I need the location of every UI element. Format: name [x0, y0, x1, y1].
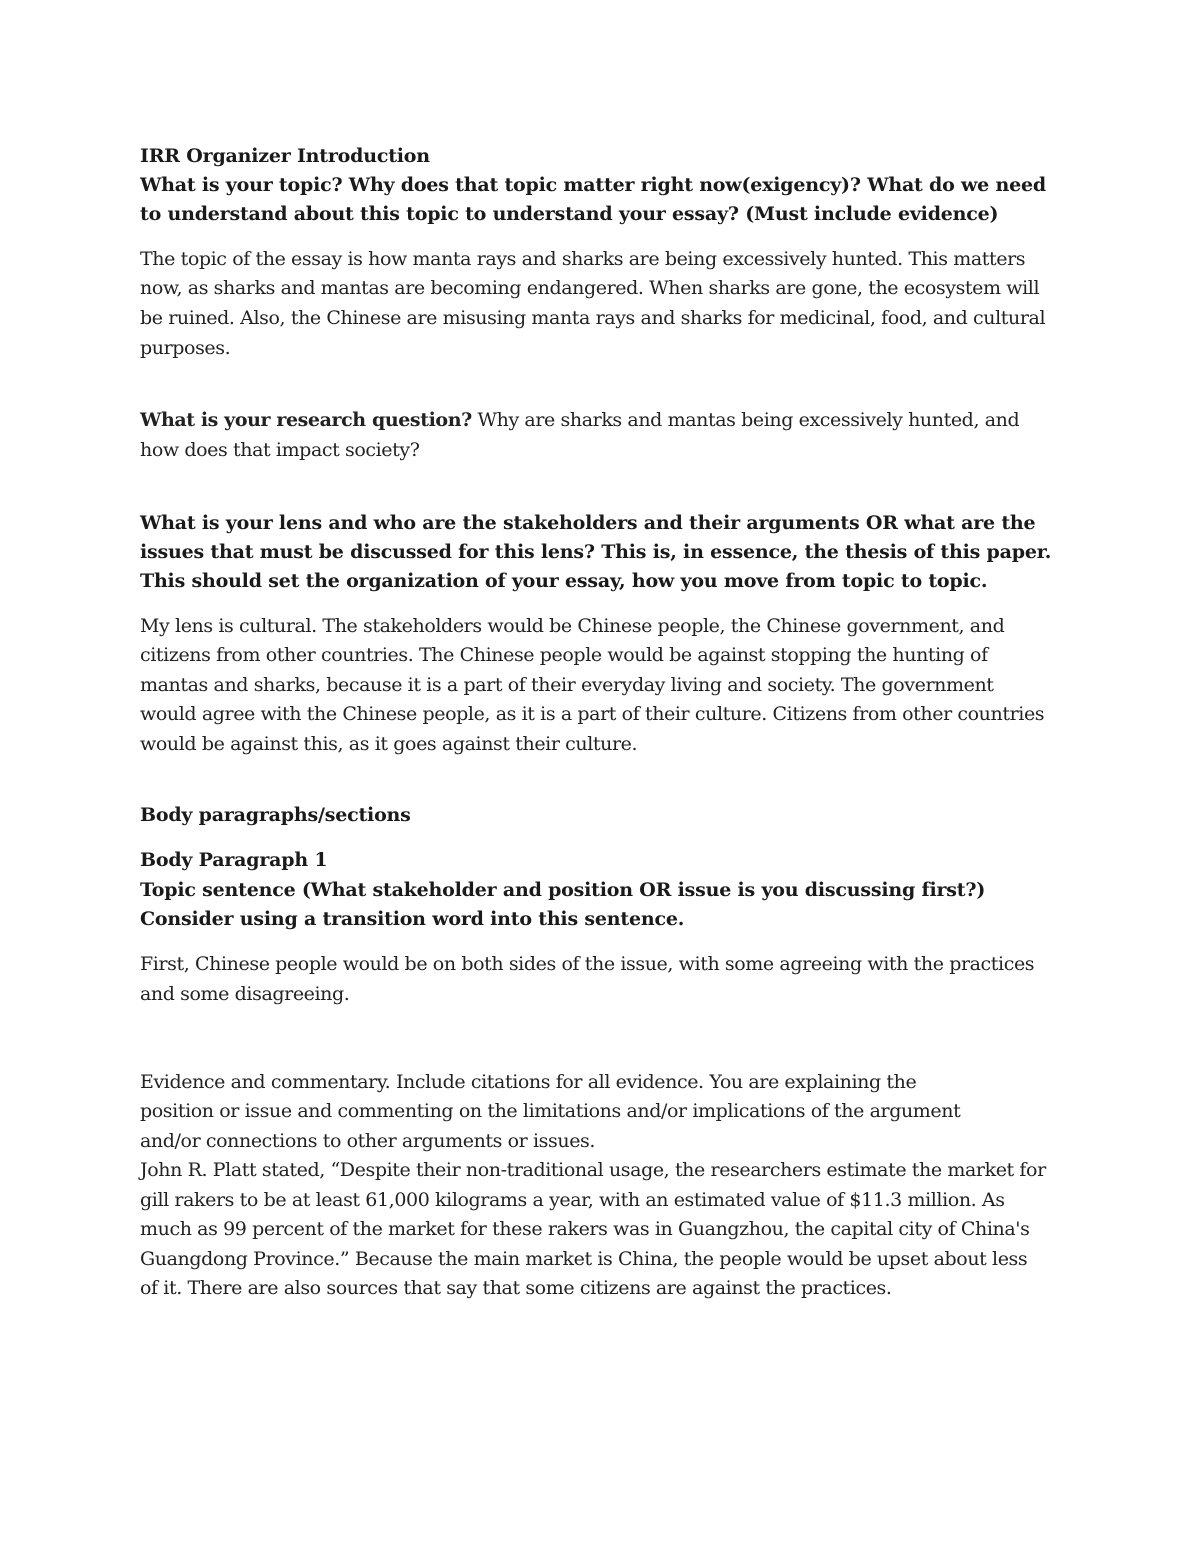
- lens-answer-line: My lens is cultural. The stakeholders would be Chinese people, the Chinese government, and: [140, 615, 1005, 637]
- evidence-line: of it. There are also sources that say that some citizens are against the practices.: [140, 1277, 892, 1299]
- intro-prompt-line: What is your topic? Why does that topic matter right now(exigency)? What do we need: [140, 174, 1046, 196]
- lens-answer-line: citizens from other countries. The Chinese people would be against stopping the hunting of: [140, 644, 988, 666]
- lens-answer-line: would agree with the Chinese people, as it is a part of their culture. Citizens from other countries: [140, 703, 1045, 725]
- evidence-line: Guangdong Province.” Because the main market is China, the people would be upset about less: [140, 1248, 1028, 1270]
- intro-title: IRR Organizer Introduction: [140, 145, 430, 167]
- research-question-label: What is your research question?: [140, 409, 472, 431]
- evidence-line: gill rakers to be at least 61,000 kilograms a year, with an estimated value of $11.3 million. As: [140, 1189, 1005, 1211]
- evidence-line: much as 99 percent of the market for these rakers was in Guangzhou, the capital city of China's: [140, 1218, 1030, 1240]
- research-question-answer-line: how does that impact society?: [140, 439, 420, 461]
- evidence-prompt-line: position or issue and commenting on the limitations and/or implications of the argument: [140, 1100, 961, 1122]
- research-question-answer: Why are sharks and mantas being excessively hunted, and: [471, 409, 1020, 431]
- lens-answer-line: mantas and sharks, because it is a part of their everyday living and society. The government: [140, 674, 994, 696]
- intro-prompt-line: to understand about this topic to understand your essay? (Must include evidence): [140, 203, 999, 225]
- paragraph1-answer-line: First, Chinese people would be on both sides of the issue, with some agreeing with the practices: [140, 953, 1035, 975]
- paragraph1-answer-line: and some disagreeing.: [140, 983, 350, 1005]
- lens-prompt-line: This should set the organization of your essay, how you move from topic to topic.: [140, 570, 988, 592]
- intro-answer-line: now, as sharks and mantas are becoming endangered. When sharks are gone, the ecosystem will: [140, 277, 1040, 299]
- intro-answer-line: be ruined. Also, the Chinese are misusing manta rays and sharks for medicinal, food, and cultural: [140, 307, 1046, 329]
- paragraph1-prompt-line: Consider using a transition word into this sentence.: [140, 908, 685, 930]
- evidence-line: John R. Platt stated, “Despite their non-traditional usage, the researchers estimate the market for: [140, 1159, 1046, 1181]
- body-section-title: Body paragraphs/sections: [140, 804, 411, 826]
- evidence-prompt-line: Evidence and commentary. Include citations for all evidence. You are explaining the: [140, 1071, 917, 1093]
- paragraph1-prompt-line: Topic sentence (What stakeholder and position OR issue is you discussing first?): [140, 879, 986, 901]
- lens-prompt-line: issues that must be discussed for this lens? This is, in essence, the thesis of this paper.: [140, 541, 1052, 563]
- lens-prompt-line: What is your lens and who are the stakeholders and their arguments OR what are the: [140, 512, 1036, 534]
- evidence-prompt-line: and/or connections to other arguments or issues.: [140, 1130, 596, 1152]
- lens-answer-line: would be against this, as it goes against their culture.: [140, 733, 638, 755]
- intro-answer-line: purposes.: [140, 337, 231, 359]
- research-question-line: [140, 406, 1070, 436]
- intro-answer-line: The topic of the essay is how manta rays and sharks are being excessively hunted. This matters: [140, 248, 1026, 270]
- paragraph1-title: Body Paragraph 1: [140, 849, 328, 871]
